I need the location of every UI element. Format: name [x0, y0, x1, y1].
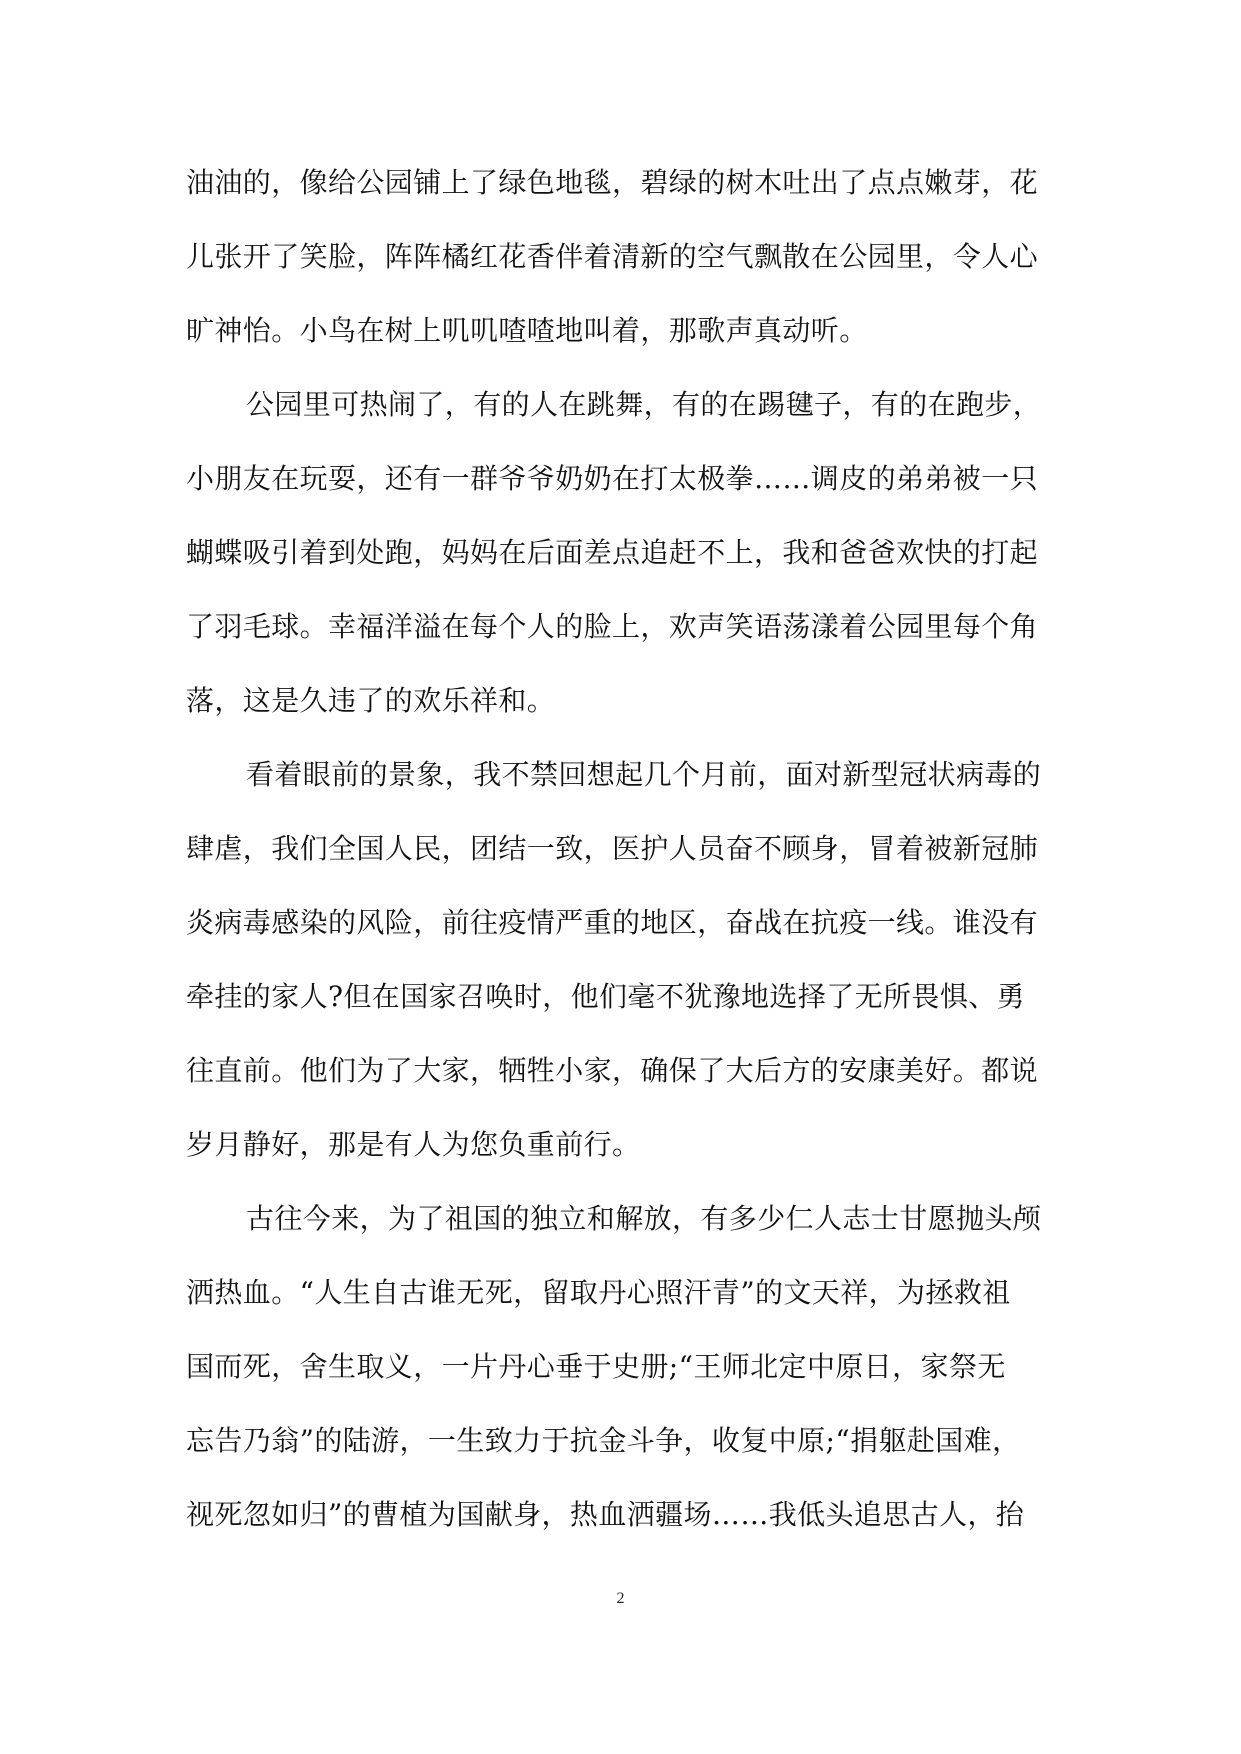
- text-line: 公园里可热闹了，有的人在跳舞，有的在踢毽子，有的在跑步，: [246, 388, 1042, 421]
- paragraph-3: [186, 738, 1056, 1182]
- paragraph-1: [186, 146, 1056, 368]
- text-line: 看着眼前的景象，我不禁回想起几个月前，面对新型冠状病毒的: [246, 758, 1042, 791]
- text-line: 炎病毒感染的风险，前往疫情严重的地区，奋战在抗疫一线。谁没有: [186, 906, 1039, 939]
- text-line: 国而死，舍生取义，一片丹心垂于史册;“王师北定中原日，家祭无: [186, 1350, 1006, 1383]
- text-line: 了羽毛球。幸福洋溢在每个人的脸上，欢声笑语荡漾着公园里每个角: [186, 610, 1039, 643]
- text-line: 忘告乃翁”的陆游，一生致力于抗金斗争，收复中原;“捐躯赴国难，: [186, 1424, 1021, 1457]
- body-text: [186, 146, 1056, 1552]
- text-line: 旷神怡。小鸟在树上叽叽喳喳地叫着，那歌声真动听。: [186, 314, 868, 347]
- text-line: 往直前。他们为了大家，牺牲小家，确保了大后方的安康美好。都说: [186, 1054, 1039, 1087]
- text-line: 视死忽如归”的曹植为国献身，热血洒疆场……我低头追思古人，抬: [186, 1498, 1025, 1531]
- text-line: 油油的，像给公园铺上了绿色地毯，碧绿的树木吐出了点点嫩芽，花: [186, 166, 1039, 199]
- text-line: 儿张开了笑脸，阵阵橘红花香伴着清新的空气飘散在公园里，令人心: [186, 240, 1039, 273]
- paragraph-4: [186, 1182, 1056, 1552]
- text-line: 落，这是久违了的欢乐祥和。: [186, 684, 556, 717]
- text-line: 肆虐，我们全国人民，团结一致，医护人员奋不顾身，冒着被新冠肺: [186, 832, 1039, 865]
- text-line: 小朋友在玩耍，还有一群爷爷奶奶在打太极拳……调皮的弟弟被一只: [186, 462, 1039, 495]
- text-line: 洒热血。“人生自古谁无死，留取丹心照汗青”的文天祥，为拯救祖: [186, 1276, 1011, 1309]
- paragraph-2: [186, 368, 1056, 738]
- text-line: 蝴蝶吸引着到处跑，妈妈在后面差点追赶不上，我和爸爸欢快的打起: [186, 536, 1039, 569]
- page-number: 2: [616, 1590, 625, 1607]
- text-line: 岁月静好，那是有人为您负重前行。: [186, 1128, 641, 1161]
- text-line: 牵挂的家人?但在国家召唤时，他们毫不犹豫地选择了无所畏惧、勇: [186, 980, 1026, 1013]
- text-line: 古往今来，为了祖国的独立和解放，有多少仁人志士甘愿抛头颅: [246, 1202, 1042, 1235]
